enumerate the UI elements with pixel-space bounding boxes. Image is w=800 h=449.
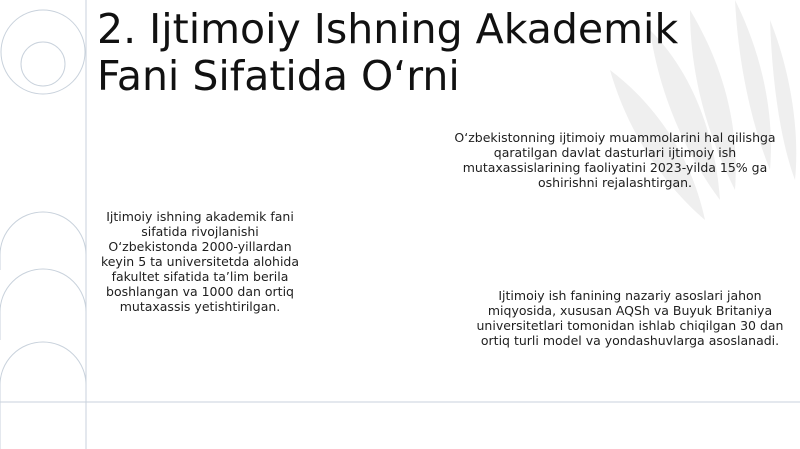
slide-title: 2. Ijtimoiy Ishning Akademik Fani Sifatida O‘rni — [97, 5, 679, 100]
paragraph-left: Ijtimoiy ishning akademik fani sifatida rivojlanishi O‘zbekistonda 2000-yillardan keyin 5 ta universitetda alohida fakultet sifatida ta’lim berila boshlangan va 1000 dan ortiq mutaxassis yetishtirilgan. — [100, 209, 300, 314]
paragraph-right-bottom: Ijtimoiy ish fanining nazariy asoslari jahon miqyosida, xususan AQSh va Buyuk Britaniya universitetlari tomonidan ishlab chiqilgan 30 dan ortiq turli model va yondashuvlarga asoslanadi. — [476, 288, 784, 348]
paragraph-right-top: O‘zbekistonning ijtimoiy muammolarini hal qilishga qaratilgan davlat dasturlari ijtimoiy ish mutaxassislarining faoliyatini 2023-yilda 15% ga oshirishni rejalashtirgan. — [454, 130, 776, 190]
